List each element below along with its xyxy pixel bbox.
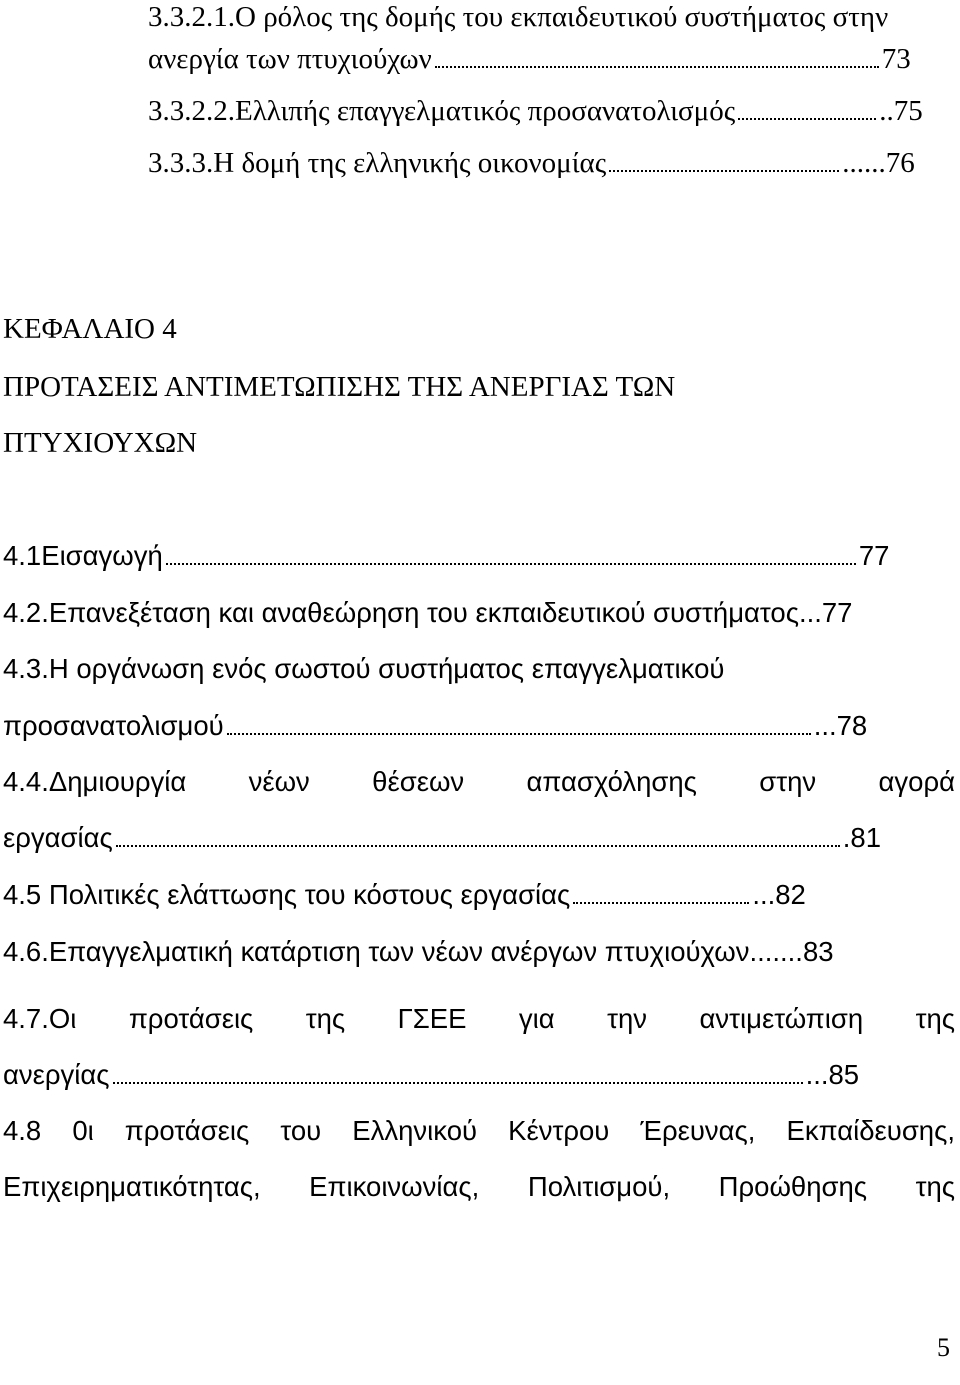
- toc-entry-4-7-line1: 4.7.Οι προτάσεις της ΓΣΕΕ για την αντιμετώπιση της: [3, 1003, 955, 1034]
- dot-leader: [609, 170, 839, 172]
- dot-leader: [573, 902, 749, 904]
- toc-entry-4-6: 4.6.Επαγγελματική κατάρτιση των νέων ανέργων πτυχιούχων.......83: [3, 936, 834, 967]
- dot-leader: [166, 563, 856, 565]
- toc-entry-4-2: 4.2.Επανεξέταση και αναθεώρηση του εκπαιδευτικού συστήματος...77: [3, 597, 853, 628]
- toc-entry-3-3-2-1-line1: 3.3.2.1.Ο ρόλος της δομής του εκπαιδευτικού συστήματος στην: [148, 1, 889, 33]
- dot-leader: [116, 845, 840, 847]
- toc-entry-4-8-line1: 4.8 0ι προτάσεις του Ελληνικού Κέντρου Έρευνας, Εκπαίδευσης,: [3, 1115, 955, 1146]
- toc-entry-3-3-3: 3.3.3.Η δομή της ελληνικής οικονομίας ......76: [148, 147, 915, 179]
- chapter-heading: ΚΕΦΑΛΑΙΟ 4: [3, 313, 177, 345]
- toc-entry-4-5: 4.5 Πολιτικές ελάττωσης του κόστους εργασίας ...82: [3, 879, 806, 910]
- toc-entry-3-3-2-1-line2: ανεργία των πτυχιούχων 73: [148, 43, 911, 75]
- toc-entry-4-1: 4.1Εισαγωγή 77: [3, 540, 890, 571]
- toc-entry-4-3-line2: προσανατολισμού ...78: [3, 710, 868, 741]
- toc-entry-4-8-line2: Επιχειρηματικότητας, Επικοινωνίας, Πολιτισμού, Προώθησης της: [3, 1171, 955, 1202]
- dot-leader: [227, 733, 811, 735]
- chapter-title-line1: ΠΡΟΤΑΣΕΙΣ ΑΝΤΙΜΕΤΩΠΙΣΗΣ ΤΗΣ ΑΝΕΡΓΙΑΣ ΤΩΝ: [3, 371, 676, 403]
- dot-leader: [113, 1082, 803, 1084]
- toc-entry-4-4-line2: εργασίας .81: [3, 822, 882, 853]
- dot-leader: [435, 66, 879, 68]
- toc-entry-4-4-line1: 4.4.Δημιουργία νέων θέσεων απασχόλησης στην αγορά: [3, 766, 955, 797]
- toc-entry-4-7-line2: ανεργίας ...85: [3, 1059, 860, 1090]
- toc-entry-3-3-2-2: 3.3.2.2.Ελλιπής επαγγελματικός προσανατολισμός ..75: [148, 95, 923, 127]
- dot-leader: [738, 118, 876, 120]
- toc-entry-4-3-line1: 4.3.Η οργάνωση ενός σωστού συστήματος επαγγελματικού: [3, 653, 725, 684]
- page-number: 5: [937, 1333, 950, 1362]
- chapter-title-line2: ΠΤΥΧΙΟΥΧΩΝ: [3, 427, 198, 459]
